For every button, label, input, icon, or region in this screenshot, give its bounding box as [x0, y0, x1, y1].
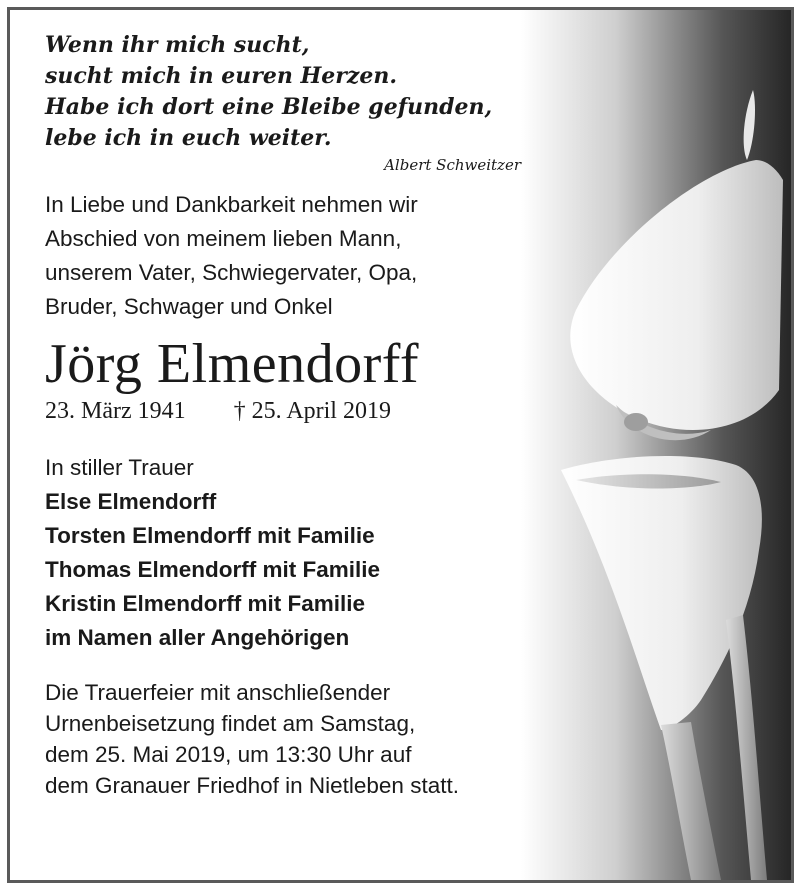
mourner-name: Else Elmendorff	[45, 489, 217, 514]
quote	[45, 30, 565, 154]
service-info	[45, 677, 565, 801]
life-dates	[45, 396, 565, 426]
mourner-name: Kristin Elmendorff mit Familie	[45, 591, 366, 616]
quote-line: sucht mich in euren Herzen.	[45, 63, 398, 89]
mourner-name: Thomas Elmendorff mit Familie	[45, 557, 381, 582]
service-line: dem Granauer Friedhof in Nietleben statt.	[45, 773, 459, 798]
birth-date: 23. März 1941	[45, 398, 186, 424]
death-date: † 25. April 2019	[233, 398, 391, 424]
deceased-name: Jörg Elmendorff	[45, 333, 420, 395]
intro-line: In Liebe und Dankbarkeit nehmen wir	[45, 192, 418, 217]
obituary-text	[45, 30, 565, 801]
intro-line: unserem Vater, Schwiegervater, Opa,	[45, 260, 418, 285]
service-line: Urnenbeisetzung findet am Samstag,	[45, 711, 416, 736]
quote-line: Habe ich dort eine Bleibe gefunden,	[45, 94, 493, 120]
intro-line: Bruder, Schwager und Onkel	[45, 294, 333, 319]
mourners-heading: In stiller Trauer	[45, 455, 194, 480]
obituary-frame	[7, 7, 794, 883]
quote-line: Wenn ihr mich sucht,	[45, 32, 310, 58]
mourner-name: im Namen aller Angehörigen	[45, 625, 350, 650]
quote-line: lebe ich in euch weiter.	[45, 125, 332, 151]
intro-text	[45, 188, 565, 324]
intro-line: Abschied von meinem lieben Mann,	[45, 226, 402, 251]
service-line: dem 25. Mai 2019, um 13:30 Uhr auf	[45, 742, 412, 767]
service-line: Die Trauerfeier mit anschließender	[45, 680, 391, 705]
mourner-name: Torsten Elmendorff mit Familie	[45, 523, 375, 548]
quote-author: Albert Schweitzer	[384, 156, 521, 174]
mourners	[45, 451, 565, 655]
